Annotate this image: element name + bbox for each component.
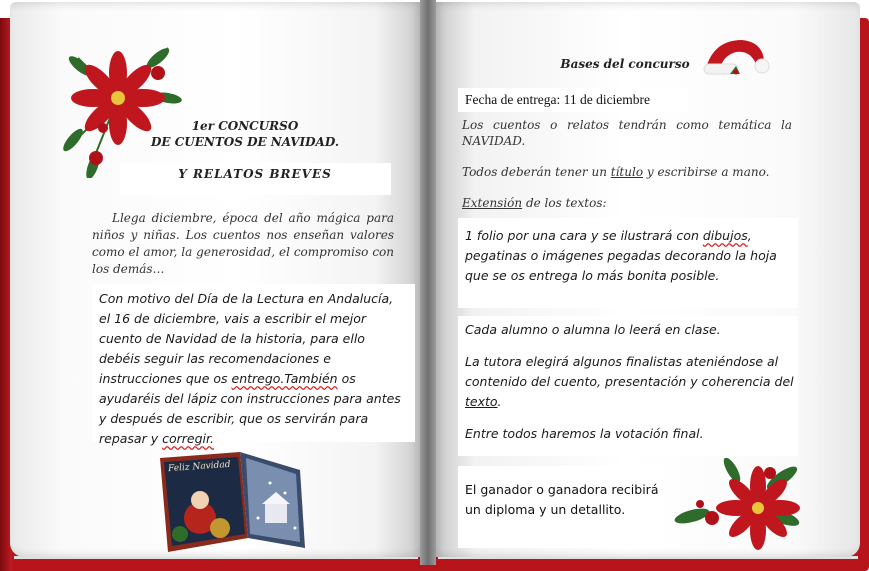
- spell-underline: corregir.: [162, 431, 214, 446]
- title-rule: Todos deberán tener un título y escribirse a mano.: [462, 165, 770, 179]
- reading-rule: Cada alumno o alumna lo leerá en clase.: [465, 322, 721, 337]
- contest-title-line1: 1er CONCURSO: [191, 119, 299, 133]
- poinsettia-decoration-icon: [58, 28, 193, 178]
- spell-underline: entrego.También: [231, 371, 338, 386]
- theme-rule: Los cuentos o relatos tendrán como temática la NAVIDAD.: [462, 118, 792, 148]
- prize-text: El ganador o ganadora recibirá un diploma y un detallito.: [465, 482, 659, 517]
- contest-subtitle: Y RELATOS BREVES: [178, 167, 332, 181]
- poinsettia-decoration-icon: [672, 458, 804, 553]
- book-gutter: [420, 0, 436, 565]
- tutor-rule: La tutora elegirá algunos finalistas ateniéndose al contenido del cuento, presentación y coherencia del texto.: [465, 354, 794, 409]
- delivery-date: Fecha de entrega: 11 de diciembre: [465, 92, 651, 107]
- vote-rule: Entre todos haremos la votación final.: [465, 426, 704, 441]
- intro-paragraph: Llega diciembre, época del año mágica para niños y niñas. Los cuentos nos enseñan valores como el amor, la generosidad, el compromiso con los demás…: [92, 211, 394, 276]
- rules-heading: Bases del concurso: [560, 57, 690, 71]
- contest-title-line2: DE CUENTOS DE NAVIDAD.: [150, 135, 340, 149]
- folio-rule: 1 folio por una cara y se ilustrará con dibujos, pegatinas o imágenes pegadas decorando la hoja que se os entrega lo más bonita posible.: [465, 228, 777, 283]
- extension-heading: Extensión de los textos:: [462, 196, 607, 210]
- christmas-card-image: [150, 448, 310, 558]
- card-greeting: Feliz Navidad: [167, 459, 231, 475]
- spell-underline: dibujos: [702, 228, 748, 243]
- instructions-text: Con motivo del Día de la Lectura en Andalucía, el 16 de diciembre, vais a escribir el mejor cuento de Navidad de la historia, para ello debéis seguir las recomendaciones e instrucciones que os entrego.También os ayudaréis del lápiz con instrucciones para antes y después de escribir, que os servirán para repasar y corregir.: [99, 291, 401, 446]
- santa-hat-icon: [700, 34, 772, 80]
